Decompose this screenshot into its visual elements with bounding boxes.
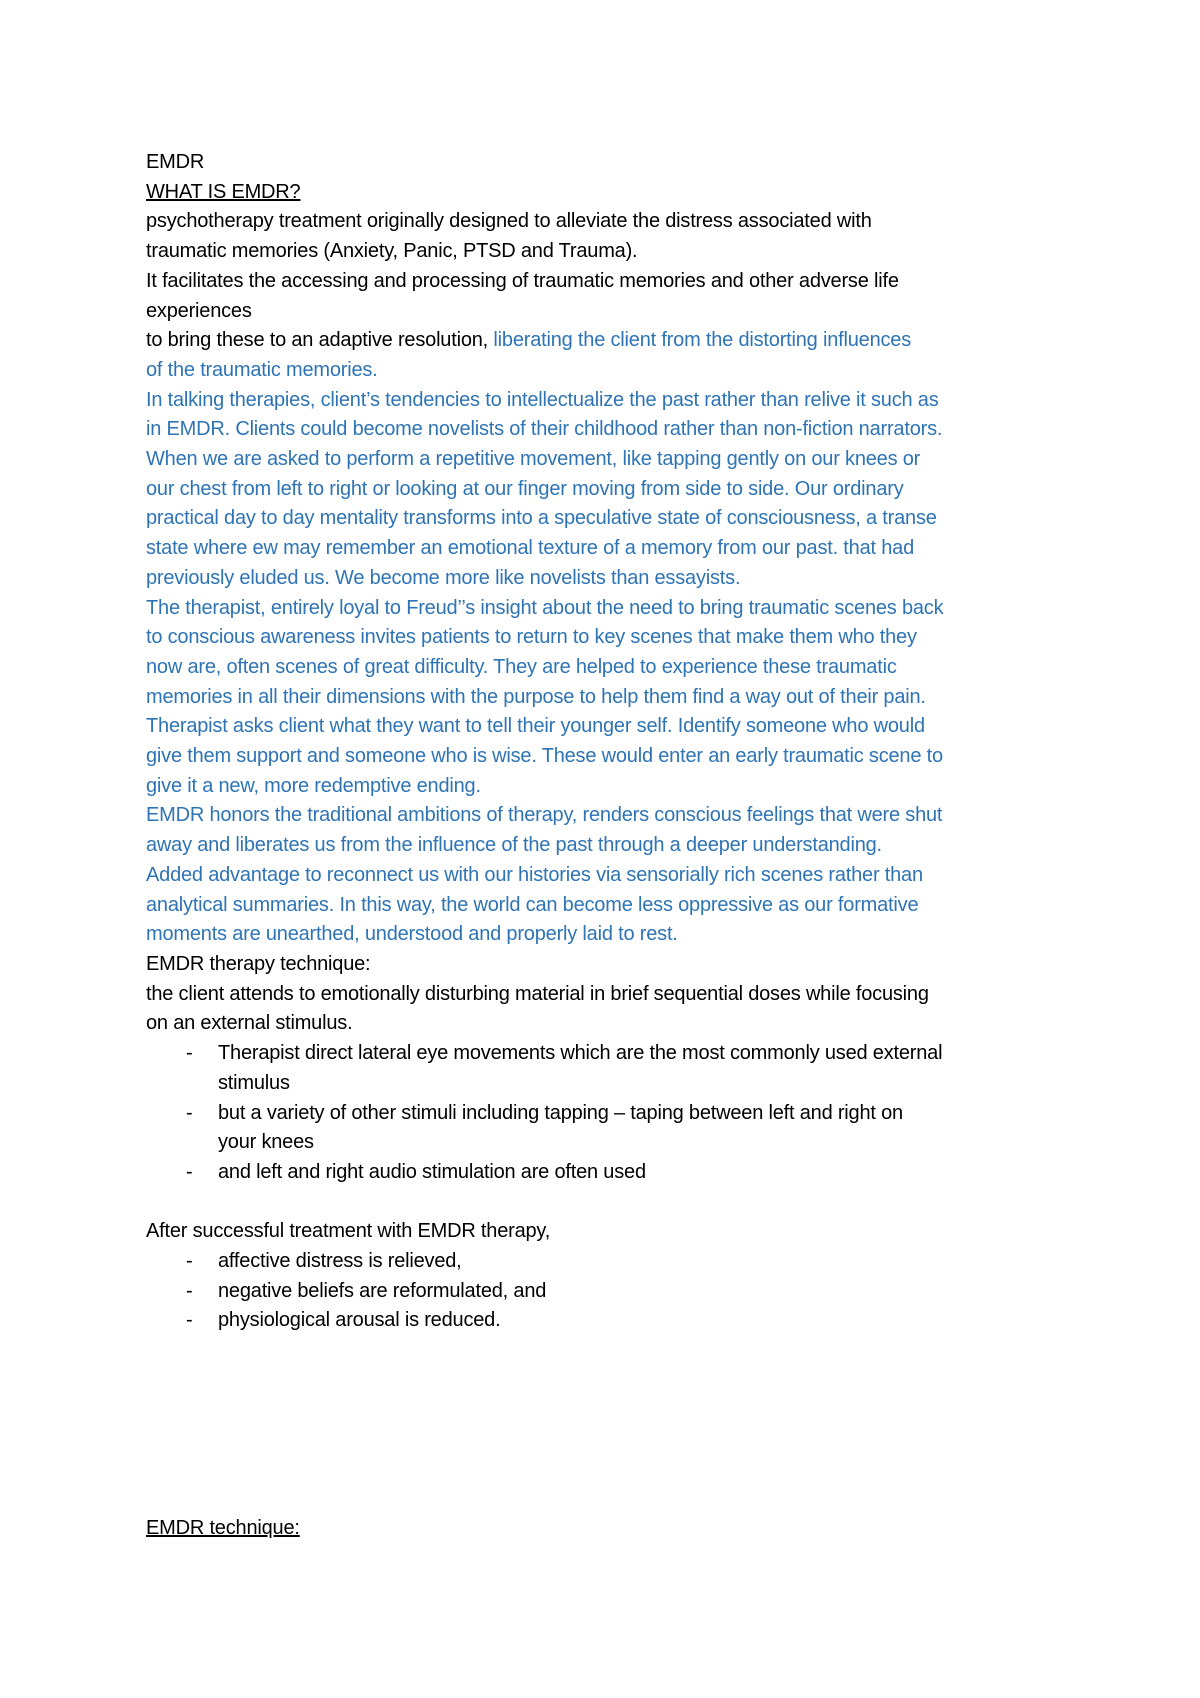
- list-item-continuation: [146, 1069, 1086, 1099]
- blue-line: analytical summaries. In this way, the world can become less oppressive as our formative: [146, 893, 919, 916]
- list-item-text: negative beliefs are reformulated, and: [218, 1279, 547, 1302]
- after-bullet-list: [146, 1247, 1086, 1336]
- blue-line: When we are asked to perform a repetitive movement, like tapping gently on our knees or: [146, 448, 921, 471]
- list-item-text: affective distress is relieved,: [218, 1250, 462, 1272]
- blue-line: previously eluded us. We become more like novelists than essayists.: [146, 566, 741, 589]
- bullet-dash: -: [186, 1101, 193, 1124]
- bullet-dash: -: [186, 1160, 193, 1183]
- paragraph-line: the client attends to emotionally disturbing material in brief sequential doses while focusing: [146, 982, 929, 1005]
- bullet-dash: -: [186, 1309, 193, 1332]
- list-item: [146, 1306, 1086, 1336]
- blue-line: Therapist asks client what they want to tell their younger self. Identify someone who would: [146, 715, 925, 738]
- document-body: [146, 148, 1086, 1544]
- technique-bullet-list: [146, 1039, 1086, 1188]
- list-item: [146, 1039, 1086, 1069]
- list-item: [146, 1158, 1086, 1188]
- blue-line: The therapist, entirely loyal to Freud’’s insight about the need to bring traumatic scenes back: [146, 596, 944, 619]
- paragraph-text-blue: liberating the client from the distorting influences: [493, 329, 912, 352]
- paragraph-text-black: to bring these to an adaptive resolution,: [146, 329, 494, 352]
- blue-line: Added advantage to reconnect us with our histories via sensorially rich scenes rather than: [146, 863, 923, 886]
- list-item: [146, 1277, 1086, 1307]
- blue-line: to conscious awareness invites patients to return to key scenes that make them who they: [146, 626, 917, 649]
- blue-line: give it a new, more redemptive ending.: [146, 774, 481, 797]
- blue-line: of the traumatic memories.: [146, 358, 378, 381]
- mixed-color-line: [146, 326, 1086, 356]
- paragraph-line: on an external stimulus.: [146, 1012, 353, 1035]
- blank-line: [146, 1188, 1086, 1218]
- document-title: EMDR: [146, 151, 205, 173]
- bullet-dash: -: [186, 1250, 193, 1272]
- list-item-text: physiological arousal is reduced.: [218, 1309, 501, 1332]
- list-item-text: Therapist direct lateral eye movements which are the most commonly used external: [218, 1042, 943, 1065]
- paragraph-line: traumatic memories (Anxiety, Panic, PTSD and Trauma).: [146, 240, 638, 263]
- blue-line: away and liberates us from the influence of the past through a deeper understanding.: [146, 834, 882, 857]
- blue-paragraph-block: [146, 356, 1086, 950]
- blue-line: give them support and someone who is wise. These would enter an early traumatic scene to: [146, 745, 943, 768]
- blue-line: EMDR honors the traditional ambitions of therapy, renders conscious feelings that were shut: [146, 804, 943, 827]
- section-heading: WHAT IS EMDR?: [146, 180, 301, 203]
- list-item-text: stimulus: [218, 1071, 290, 1094]
- bullet-dash: -: [186, 1279, 193, 1302]
- blank-space: [146, 1336, 1086, 1514]
- blue-line: moments are unearthed, understood and properly laid to rest.: [146, 923, 678, 946]
- list-item-text: and left and right audio stimulation are often used: [218, 1160, 646, 1183]
- blue-line: now are, often scenes of great difficulty. They are helped to experience these traumatic: [146, 655, 897, 678]
- blue-line: practical day to day mentality transforms into a speculative state of consciousness, a transe: [146, 507, 937, 530]
- paragraph-line: experiences: [146, 299, 252, 322]
- blue-line: in EMDR. Clients could become novelists of their childhood rather than non-fiction narrators.: [146, 418, 943, 441]
- list-item: [146, 1247, 1086, 1277]
- list-item-text: but a variety of other stimuli including tapping – taping between left and right on: [218, 1101, 903, 1124]
- after-heading: After successful treatment with EMDR therapy,: [146, 1220, 551, 1243]
- blue-line: memories in all their dimensions with the purpose to help them find a way out of their pain.: [146, 685, 926, 708]
- list-item-continuation: [146, 1128, 1086, 1158]
- paragraph-line: psychotherapy treatment originally designed to alleviate the distress associated with: [146, 210, 872, 233]
- list-item-text: your knees: [218, 1131, 314, 1154]
- paragraph-line: It facilitates the accessing and processing of traumatic memories and other adverse life: [146, 269, 899, 292]
- final-heading: EMDR technique:: [146, 1517, 300, 1540]
- bullet-dash: -: [186, 1042, 193, 1065]
- blue-line: state where ew may remember an emotional texture of a memory from our past. that had: [146, 537, 914, 560]
- list-item: [146, 1099, 1086, 1129]
- technique-heading: EMDR therapy technique:: [146, 952, 371, 975]
- blue-line: In talking therapies, client’s tendencies to intellectualize the past rather than relive it such as: [146, 388, 939, 411]
- blue-line: our chest from left to right or looking at our finger moving from side to side. Our ordinary: [146, 477, 904, 500]
